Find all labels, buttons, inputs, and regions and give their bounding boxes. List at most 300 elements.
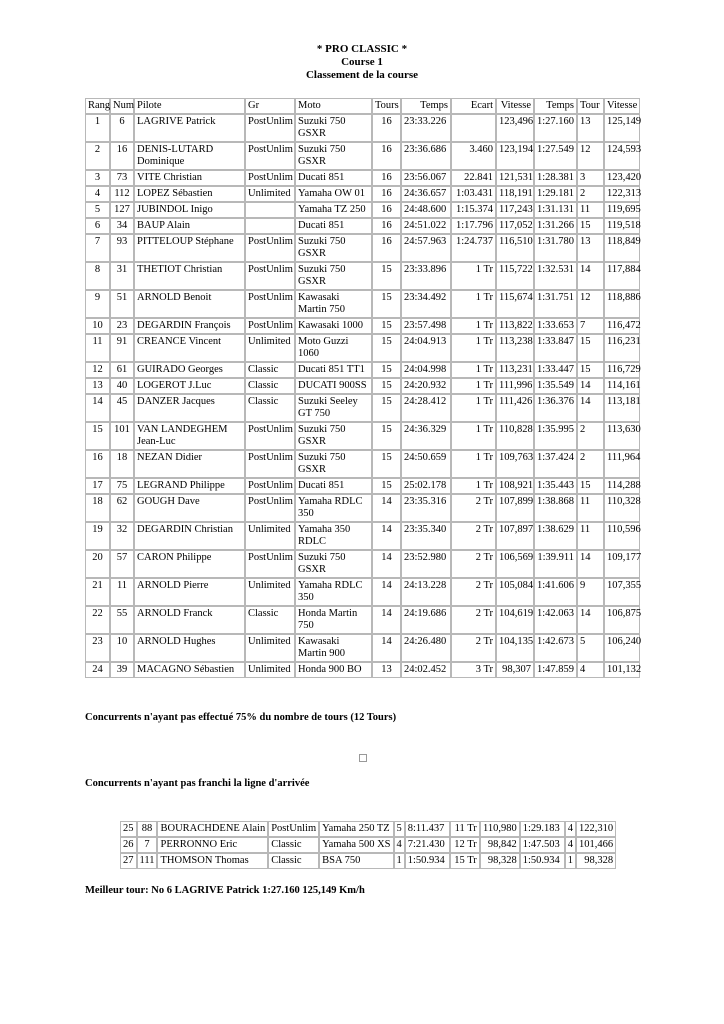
gap-cell: 1 Tr <box>451 450 496 478</box>
time-cell: 24:19.686 <box>401 606 451 634</box>
best-lap-speed-cell: 116,729 <box>604 362 640 378</box>
speed-cell: 113,822 <box>496 318 534 334</box>
rank-cell: 1 <box>85 114 110 142</box>
rider-cell: GOUGH Dave <box>134 494 245 522</box>
best-lap-number-cell: 14 <box>577 378 604 394</box>
laps-cell: 15 <box>372 450 401 478</box>
rider-cell: PERRONNO Eric <box>157 837 268 853</box>
best-lap-speed-cell: 109,177 <box>604 550 640 578</box>
rank-cell: 23 <box>85 634 110 662</box>
results-table <box>85 98 640 678</box>
best-lap-speed-cell: 118,849 <box>604 234 640 262</box>
laps-cell: 16 <box>372 142 401 170</box>
rank-cell: 27 <box>120 853 137 869</box>
best-lap-summary: Meilleur tour: No 6 LAGRIVE Patrick 1:27.160 125,149 Km/h <box>85 885 365 896</box>
class-cell: Classic <box>245 362 295 378</box>
best-lap-number-cell: 9 <box>577 578 604 606</box>
best-lap-time-cell: 1:32.531 <box>534 262 577 290</box>
result-row <box>85 450 640 478</box>
speed-cell: 111,426 <box>496 394 534 422</box>
result-row <box>85 606 640 634</box>
best-lap-number-cell: 15 <box>577 478 604 494</box>
number-cell: 34 <box>110 218 134 234</box>
best-lap-number-cell: 14 <box>577 394 604 422</box>
time-cell: 24:36.657 <box>401 186 451 202</box>
best-lap-time-cell: 1:42.673 <box>534 634 577 662</box>
best-lap-number-cell: 1 <box>565 853 576 869</box>
laps-cell: 16 <box>372 186 401 202</box>
time-cell: 23:34.492 <box>401 290 451 318</box>
time-cell: 24:13.228 <box>401 578 451 606</box>
number-cell: 51 <box>110 290 134 318</box>
laps-cell: 15 <box>372 478 401 494</box>
result-row <box>85 186 640 202</box>
best-lap-speed-cell: 117,884 <box>604 262 640 290</box>
bike-cell: Yamaha 500 XS <box>319 837 393 853</box>
best-lap-speed-cell: 101,132 <box>604 662 640 678</box>
bike-cell: Suzuki 750 GSXR <box>295 550 372 578</box>
best-lap-number-cell: 2 <box>577 450 604 478</box>
speed-cell: 104,619 <box>496 606 534 634</box>
number-cell: 101 <box>110 422 134 450</box>
rider-cell: THOMSON Thomas <box>157 853 268 869</box>
time-cell: 24:26.480 <box>401 634 451 662</box>
laps-cell: 15 <box>372 422 401 450</box>
rider-cell: PITTELOUP Stéphane <box>134 234 245 262</box>
number-cell: 55 <box>110 606 134 634</box>
gap-cell: 22.841 <box>451 170 496 186</box>
class-cell: PostUnlim <box>245 142 295 170</box>
number-cell: 91 <box>110 334 134 362</box>
class-cell: Unlimited <box>245 334 295 362</box>
speed-cell: 110,980 <box>480 821 520 837</box>
rank-cell: 9 <box>85 290 110 318</box>
number-cell: 23 <box>110 318 134 334</box>
gap-cell: 15 Tr <box>450 853 480 869</box>
best-lap-time-cell: 1:28.381 <box>534 170 577 186</box>
time-cell: 24:20.932 <box>401 378 451 394</box>
result-row <box>85 550 640 578</box>
speed-cell: 113,231 <box>496 362 534 378</box>
event-title: * PRO CLASSIC * <box>316 43 408 55</box>
rider-cell: CARON Philippe <box>134 550 245 578</box>
rider-cell: NEZAN Didier <box>134 450 245 478</box>
result-row <box>85 234 640 262</box>
number-cell: 111 <box>137 853 158 869</box>
best-lap-number-cell: 14 <box>577 262 604 290</box>
laps-cell: 15 <box>372 290 401 318</box>
bike-cell: Yamaha TZ 250 <box>295 202 372 218</box>
gap-cell: 1:24.737 <box>451 234 496 262</box>
rank-cell: 3 <box>85 170 110 186</box>
rider-cell: ARNOLD Benoit <box>134 290 245 318</box>
col-header: Vitesse <box>496 98 534 114</box>
speed-cell: 123,496 <box>496 114 534 142</box>
laps-cell: 14 <box>372 634 401 662</box>
bike-cell: Yamaha RDLC 350 <box>295 578 372 606</box>
bike-cell: Ducati 851 TT1 <box>295 362 372 378</box>
bike-cell: BSA 750 <box>319 853 393 869</box>
number-cell: 40 <box>110 378 134 394</box>
rider-cell: CREANCE Vincent <box>134 334 245 362</box>
document-header <box>0 43 724 82</box>
time-cell: 23:36.686 <box>401 142 451 170</box>
result-row <box>85 202 640 218</box>
col-header: Temps <box>534 98 577 114</box>
rank-cell: 15 <box>85 422 110 450</box>
speed-cell: 98,842 <box>480 837 520 853</box>
class-cell: Unlimited <box>245 578 295 606</box>
rider-cell: VITE Christian <box>134 170 245 186</box>
laps-cell: 14 <box>372 606 401 634</box>
col-header: Num <box>110 98 134 114</box>
gap-cell: 1 Tr <box>451 262 496 290</box>
laps-cell: 16 <box>372 202 401 218</box>
time-cell: 23:35.316 <box>401 494 451 522</box>
time-cell: 23:35.340 <box>401 522 451 550</box>
best-lap-time-cell: 1:33.447 <box>534 362 577 378</box>
dnf-row <box>120 853 616 869</box>
laps-cell: 14 <box>372 494 401 522</box>
best-lap-speed-cell: 118,886 <box>604 290 640 318</box>
best-lap-speed-cell: 111,964 <box>604 450 640 478</box>
bike-cell: Suzuki 750 GSXR <box>295 450 372 478</box>
best-lap-speed-cell: 123,420 <box>604 170 640 186</box>
number-cell: 62 <box>110 494 134 522</box>
best-lap-time-cell: 1:41.606 <box>534 578 577 606</box>
rider-cell: LEGRAND Philippe <box>134 478 245 494</box>
best-lap-time-cell: 1:31.780 <box>534 234 577 262</box>
best-lap-number-cell: 11 <box>577 494 604 522</box>
class-cell: PostUnlim <box>245 422 295 450</box>
result-row <box>85 494 640 522</box>
time-cell: 24:51.022 <box>401 218 451 234</box>
number-cell: 16 <box>110 142 134 170</box>
best-lap-speed-cell: 101,466 <box>576 837 616 853</box>
bike-cell: Honda Martin 750 <box>295 606 372 634</box>
best-lap-number-cell: 13 <box>577 234 604 262</box>
class-cell: PostUnlim <box>245 550 295 578</box>
bike-cell: Suzuki 750 GSXR <box>295 422 372 450</box>
best-lap-number-cell: 2 <box>577 422 604 450</box>
rank-cell: 11 <box>85 334 110 362</box>
best-lap-speed-cell: 124,593 <box>604 142 640 170</box>
gap-cell: 2 Tr <box>451 550 496 578</box>
class-cell: PostUnlim <box>245 450 295 478</box>
class-cell: PostUnlim <box>245 262 295 290</box>
rank-cell: 19 <box>85 522 110 550</box>
col-header: Tour <box>577 98 604 114</box>
col-header: Vitesse <box>604 98 640 114</box>
number-cell: 6 <box>110 114 134 142</box>
number-cell: 45 <box>110 394 134 422</box>
best-lap-speed-cell: 125,149 <box>604 114 640 142</box>
speed-cell: 105,084 <box>496 578 534 606</box>
number-cell: 88 <box>137 821 158 837</box>
speed-cell: 98,307 <box>496 662 534 678</box>
number-cell: 11 <box>110 578 134 606</box>
laps-cell: 15 <box>372 318 401 334</box>
col-header: Ecart <box>451 98 496 114</box>
class-cell <box>245 202 295 218</box>
rider-cell: ARNOLD Hughes <box>134 634 245 662</box>
time-cell: 7:21.430 <box>405 837 450 853</box>
race-subtitle: Course 1 <box>341 56 383 68</box>
class-cell: Classic <box>245 606 295 634</box>
laps-cell: 14 <box>372 578 401 606</box>
bike-cell: Yamaha OW 01 <box>295 186 372 202</box>
rank-cell: 17 <box>85 478 110 494</box>
time-cell: 25:02.178 <box>401 478 451 494</box>
gap-cell: 12 Tr <box>450 837 480 853</box>
bike-cell: Ducati 851 <box>295 218 372 234</box>
best-lap-time-cell: 1:47.859 <box>534 662 577 678</box>
rank-cell: 22 <box>85 606 110 634</box>
rider-cell: DANZER Jacques <box>134 394 245 422</box>
rank-cell: 4 <box>85 186 110 202</box>
best-lap-speed-cell: 98,328 <box>576 853 616 869</box>
laps-cell: 16 <box>372 170 401 186</box>
best-lap-time-cell: 1:35.443 <box>534 478 577 494</box>
bike-cell: Suzuki 750 GSXR <box>295 114 372 142</box>
best-lap-time-cell: 1:36.376 <box>534 394 577 422</box>
result-row <box>85 578 640 606</box>
best-lap-speed-cell: 114,161 <box>604 378 640 394</box>
best-lap-number-cell: 5 <box>577 634 604 662</box>
rank-cell: 24 <box>85 662 110 678</box>
rank-cell: 14 <box>85 394 110 422</box>
best-lap-number-cell: 11 <box>577 522 604 550</box>
bike-cell: Yamaha RDLC 350 <box>295 494 372 522</box>
col-header: Moto <box>295 98 372 114</box>
class-cell: Classic <box>268 853 319 869</box>
result-row <box>85 378 640 394</box>
result-row <box>85 394 640 422</box>
time-cell: 24:50.659 <box>401 450 451 478</box>
gap-cell: 1 Tr <box>451 478 496 494</box>
dnf-heading: Concurrents n'ayant pas franchi la ligne d'arrivée <box>85 778 310 789</box>
speed-cell: 107,899 <box>496 494 534 522</box>
result-row <box>85 362 640 378</box>
result-row <box>85 334 640 362</box>
best-lap-number-cell: 4 <box>565 821 576 837</box>
rider-cell: MACAGNO Sébastien <box>134 662 245 678</box>
best-lap-time-cell: 1:33.653 <box>534 318 577 334</box>
best-lap-number-cell: 4 <box>577 662 604 678</box>
best-lap-number-cell: 15 <box>577 218 604 234</box>
best-lap-speed-cell: 106,240 <box>604 634 640 662</box>
laps-cell: 15 <box>372 378 401 394</box>
best-lap-speed-cell: 113,630 <box>604 422 640 450</box>
result-row <box>85 318 640 334</box>
class-cell: Unlimited <box>245 662 295 678</box>
time-cell: 24:02.452 <box>401 662 451 678</box>
best-lap-speed-cell: 110,328 <box>604 494 640 522</box>
speed-cell: 117,243 <box>496 202 534 218</box>
class-cell: Unlimited <box>245 522 295 550</box>
separator-icon <box>359 754 367 762</box>
rank-cell: 7 <box>85 234 110 262</box>
best-lap-speed-cell: 113,181 <box>604 394 640 422</box>
best-lap-time-cell: 1:27.549 <box>534 142 577 170</box>
rider-cell: DEGARDIN François <box>134 318 245 334</box>
result-row <box>85 522 640 550</box>
class-cell: Classic <box>245 394 295 422</box>
number-cell: 18 <box>110 450 134 478</box>
best-lap-time-cell: 1:38.868 <box>534 494 577 522</box>
result-row <box>85 662 640 678</box>
time-cell: 23:33.226 <box>401 114 451 142</box>
speed-cell: 113,238 <box>496 334 534 362</box>
best-lap-time-cell: 1:29.181 <box>534 186 577 202</box>
laps-cell: 15 <box>372 394 401 422</box>
speed-cell: 115,674 <box>496 290 534 318</box>
laps-threshold-note: Concurrents n'ayant pas effectué 75% du nombre de tours (12 Tours) <box>85 712 397 723</box>
best-lap-speed-cell: 114,288 <box>604 478 640 494</box>
col-header: Gr <box>245 98 295 114</box>
speed-cell: 110,828 <box>496 422 534 450</box>
best-lap-speed-cell: 107,355 <box>604 578 640 606</box>
class-cell: PostUnlim <box>245 170 295 186</box>
gap-cell: 1 Tr <box>451 290 496 318</box>
gap-cell: 2 Tr <box>451 522 496 550</box>
result-row <box>85 634 640 662</box>
laps-cell: 16 <box>372 218 401 234</box>
best-lap-number-cell: 12 <box>577 142 604 170</box>
class-cell: Classic <box>245 378 295 394</box>
speed-cell: 116,510 <box>496 234 534 262</box>
laps-cell: 15 <box>372 262 401 290</box>
best-lap-time-cell: 1:38.629 <box>534 522 577 550</box>
gap-cell: 2 Tr <box>451 494 496 522</box>
laps-cell: 16 <box>372 114 401 142</box>
rank-cell: 12 <box>85 362 110 378</box>
bike-cell: Moto Guzzi 1060 <box>295 334 372 362</box>
classification-heading: Classement de la course <box>305 69 419 81</box>
gap-cell: 1 Tr <box>451 362 496 378</box>
bike-cell: Yamaha 350 RDLC <box>295 522 372 550</box>
speed-cell: 117,052 <box>496 218 534 234</box>
number-cell: 57 <box>110 550 134 578</box>
class-cell: Classic <box>268 837 319 853</box>
best-lap-number-cell: 15 <box>577 334 604 362</box>
class-cell: PostUnlim <box>245 114 295 142</box>
gap-cell: 2 Tr <box>451 578 496 606</box>
number-cell: 75 <box>110 478 134 494</box>
rider-cell: LOGEROT J.Luc <box>134 378 245 394</box>
best-lap-speed-cell: 119,695 <box>604 202 640 218</box>
best-lap-speed-cell: 122,310 <box>576 821 616 837</box>
bike-cell: DUCATI 900SS <box>295 378 372 394</box>
rider-cell: BAUP Alain <box>134 218 245 234</box>
class-cell: PostUnlim <box>245 318 295 334</box>
result-row <box>85 170 640 186</box>
bike-cell: Kawasaki 1000 <box>295 318 372 334</box>
gap-cell: 2 Tr <box>451 634 496 662</box>
rider-cell: LOPEZ Sébastien <box>134 186 245 202</box>
time-cell: 24:48.600 <box>401 202 451 218</box>
laps-cell: 13 <box>372 662 401 678</box>
result-row <box>85 422 640 450</box>
laps-cell: 4 <box>394 837 405 853</box>
rider-cell: GUIRADO Georges <box>134 362 245 378</box>
best-lap-number-cell: 4 <box>565 837 576 853</box>
speed-cell: 121,531 <box>496 170 534 186</box>
time-cell: 1:50.934 <box>405 853 450 869</box>
best-lap-time-cell: 1:42.063 <box>534 606 577 634</box>
gap-cell: 3.460 <box>451 142 496 170</box>
results-header-row <box>85 98 640 114</box>
result-row <box>85 262 640 290</box>
bike-cell: Ducati 851 <box>295 478 372 494</box>
rank-cell: 13 <box>85 378 110 394</box>
bike-cell: Yamaha 250 TZ <box>319 821 393 837</box>
bike-cell: Suzuki 750 GSXR <box>295 262 372 290</box>
gap-cell: 1 Tr <box>451 394 496 422</box>
rider-cell: DEGARDIN Christian <box>134 522 245 550</box>
laps-cell: 14 <box>372 522 401 550</box>
rider-cell: JUBINDOL Inigo <box>134 202 245 218</box>
best-lap-number-cell: 14 <box>577 550 604 578</box>
bike-cell: Kawasaki Martin 900 <box>295 634 372 662</box>
best-lap-number-cell: 14 <box>577 606 604 634</box>
rider-cell: DENIS-LUTARD Dominique <box>134 142 245 170</box>
best-lap-time-cell: 1:33.847 <box>534 334 577 362</box>
dnf-table <box>120 821 616 869</box>
time-cell: 24:36.329 <box>401 422 451 450</box>
best-lap-time-cell: 1:50.934 <box>520 853 565 869</box>
time-cell: 8:11.437 <box>405 821 450 837</box>
bike-cell: Suzuki 750 GSXR <box>295 234 372 262</box>
time-cell: 24:04.998 <box>401 362 451 378</box>
best-lap-number-cell: 3 <box>577 170 604 186</box>
rank-cell: 18 <box>85 494 110 522</box>
result-row <box>85 114 640 142</box>
laps-cell: 15 <box>372 334 401 362</box>
class-cell: PostUnlim <box>245 234 295 262</box>
best-lap-number-cell: 15 <box>577 362 604 378</box>
gap-cell: 1:15.374 <box>451 202 496 218</box>
rank-cell: 21 <box>85 578 110 606</box>
dnf-row <box>120 837 616 853</box>
time-cell: 23:52.980 <box>401 550 451 578</box>
number-cell: 10 <box>110 634 134 662</box>
rider-cell: ARNOLD Pierre <box>134 578 245 606</box>
best-lap-speed-cell: 110,596 <box>604 522 640 550</box>
rank-cell: 26 <box>120 837 137 853</box>
laps-cell: 5 <box>394 821 405 837</box>
bike-cell: Suzuki Seeley GT 750 <box>295 394 372 422</box>
col-header: Pilote <box>134 98 245 114</box>
dnf-row <box>120 821 616 837</box>
number-cell: 127 <box>110 202 134 218</box>
best-lap-time-cell: 1:27.160 <box>534 114 577 142</box>
time-cell: 23:33.896 <box>401 262 451 290</box>
gap-cell: 1 Tr <box>451 334 496 362</box>
best-lap-time-cell: 1:37.424 <box>534 450 577 478</box>
number-cell: 32 <box>110 522 134 550</box>
number-cell: 112 <box>110 186 134 202</box>
class-cell: PostUnlim <box>245 290 295 318</box>
class-cell: PostUnlim <box>268 821 319 837</box>
result-row <box>85 478 640 494</box>
rank-cell: 25 <box>120 821 137 837</box>
bike-cell: Ducati 851 <box>295 170 372 186</box>
best-lap-time-cell: 1:39.911 <box>534 550 577 578</box>
rider-cell: VAN LANDEGHEM Jean-Luc <box>134 422 245 450</box>
col-header: Temps <box>401 98 451 114</box>
speed-cell: 109,763 <box>496 450 534 478</box>
